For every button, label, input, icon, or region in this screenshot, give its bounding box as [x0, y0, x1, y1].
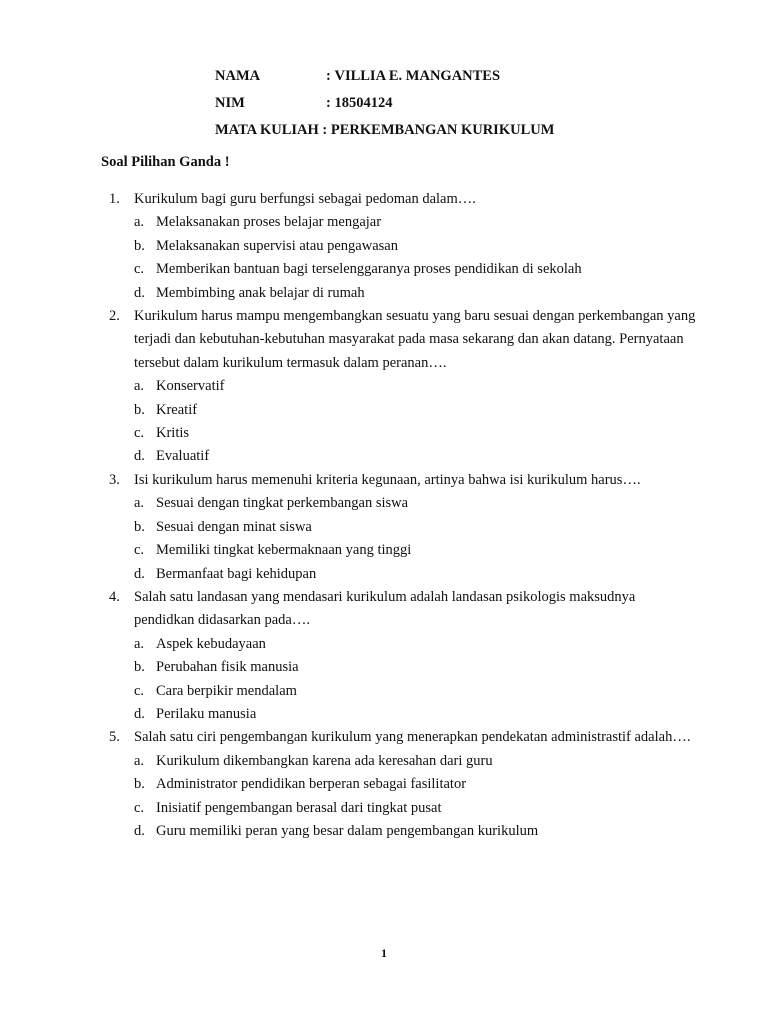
option-list — [134, 750, 699, 844]
option-letter: c. — [134, 425, 145, 442]
option-text: Perilaku manusia — [156, 705, 257, 722]
question-number: 4. — [109, 588, 120, 605]
option-letter: b. — [134, 518, 145, 535]
name-separator: : — [326, 68, 331, 84]
option-list — [134, 492, 699, 586]
answer-option — [134, 750, 699, 773]
question-text: Salah satu landasan yang mendasari kurikulum adalah landasan psikologis maksudnya pendidkan didasarkan pada…. — [134, 588, 636, 629]
option-text: Inisiatif pengembangan berasal dari tingkat pusat — [156, 799, 442, 816]
option-letter: d. — [134, 705, 145, 722]
question-number: 1. — [109, 191, 120, 207]
option-letter: a. — [134, 752, 145, 769]
option-text: Cara berpikir mendalam — [156, 682, 297, 699]
page-number: 1 — [381, 946, 387, 960]
option-letter: b. — [134, 237, 145, 254]
answer-option — [134, 211, 699, 234]
answer-option — [134, 633, 699, 656]
option-text: Melaksanakan proses belajar mengajar — [156, 214, 382, 231]
answer-option — [134, 680, 699, 703]
answer-option — [134, 797, 699, 820]
option-text: Guru memiliki peran yang besar dalam pengembangan kurikulum — [156, 822, 539, 839]
answer-option — [134, 820, 699, 843]
answer-option — [134, 563, 699, 586]
option-letter: d. — [134, 284, 145, 301]
student-info-header — [215, 66, 554, 147]
answer-option — [134, 445, 699, 468]
option-letter: a. — [134, 378, 145, 395]
option-list — [134, 211, 699, 305]
option-letter: a. — [134, 214, 145, 231]
question-item — [109, 188, 699, 305]
option-text: Kritis — [156, 425, 190, 442]
answer-option — [134, 422, 699, 445]
option-text: Memiliki tingkat kebermaknaan yang tinggi — [156, 542, 412, 559]
answer-option — [134, 375, 699, 398]
option-text: Evaluatif — [156, 448, 210, 465]
question-text: Salah satu ciri pengembangan kurikulum yang menerapkan pendekatan administrastif adalah…. — [134, 729, 691, 746]
section-title: Soal Pilihan Ganda ! — [101, 154, 230, 170]
answer-option — [134, 399, 699, 422]
option-letter: a. — [134, 635, 145, 652]
option-text: Sesuai dengan tingkat perkembangan siswa — [156, 495, 409, 512]
option-letter: b. — [134, 776, 145, 793]
nim-label: NIM — [215, 95, 245, 111]
course-row — [215, 120, 554, 147]
option-letter: d. — [134, 565, 145, 582]
answer-option — [134, 235, 699, 258]
question-item — [109, 469, 699, 586]
option-text: Kurikulum dikembangkan karena ada keresahan dari guru — [156, 752, 493, 769]
option-text: Administrator pendidikan berperan sebagai fasilitator — [156, 776, 467, 793]
answer-option — [134, 282, 699, 305]
option-list — [134, 633, 699, 727]
option-letter: d. — [134, 448, 145, 465]
nim-value: 18504124 — [334, 95, 393, 111]
option-text: Kreatif — [156, 401, 198, 418]
name-row — [215, 66, 554, 93]
name-label: NAMA — [215, 68, 261, 84]
question-number: 5. — [109, 729, 120, 746]
option-text: Konservatif — [156, 378, 225, 395]
option-list — [134, 375, 699, 469]
name-value: VILLIA E. MANGANTES — [334, 68, 501, 84]
answer-option — [134, 656, 699, 679]
option-letter: c. — [134, 799, 145, 816]
nim-row — [215, 93, 554, 120]
course-line: MATA KULIAH : PERKEMBANGAN KURIKULUM — [215, 122, 555, 138]
option-letter: d. — [134, 822, 145, 839]
option-text: Melaksanakan supervisi atau pengawasan — [156, 237, 398, 254]
option-text: Membimbing anak belajar di rumah — [156, 284, 365, 301]
nim-separator: : — [326, 95, 331, 111]
question-number: 3. — [109, 471, 120, 488]
option-letter: c. — [134, 682, 145, 699]
question-text: Isi kurikulum harus memenuhi kriteria kegunaan, artinya bahwa isi kurikulum harus…. — [134, 471, 641, 488]
question-item — [109, 305, 699, 469]
answer-option — [134, 703, 699, 726]
option-letter: b. — [134, 659, 145, 676]
answer-option — [134, 773, 699, 796]
option-letter: c. — [134, 542, 145, 559]
option-text: Aspek kebudayaan — [156, 635, 266, 652]
question-number: 2. — [109, 308, 120, 325]
answer-option — [134, 516, 699, 539]
option-text: Memberikan bantuan bagi terselenggaranya proses pendidikan di sekolah — [156, 261, 582, 278]
question-item — [109, 586, 699, 726]
answer-option — [134, 492, 699, 515]
option-letter: c. — [134, 261, 145, 278]
answer-option — [134, 539, 699, 562]
question-text: Kurikulum bagi guru berfungsi sebagai pedoman dalam…. — [134, 191, 476, 207]
question-item — [109, 726, 699, 843]
option-letter: b. — [134, 401, 145, 418]
option-letter: a. — [134, 495, 145, 512]
answer-option — [134, 258, 699, 281]
question-list — [109, 188, 699, 843]
question-text: Kurikulum harus mampu mengembangkan sesuatu yang baru sesuai dengan perkembangan yang terjadi dan kebutuhan-kebutuhan masyarakat pada masa sekarang dan akan datang. Pernyataan tersebut dalam kurikulum termasuk dalam peranan…. — [134, 308, 696, 371]
option-text: Bermanfaat bagi kehidupan — [156, 565, 317, 582]
option-text: Perubahan fisik manusia — [156, 659, 299, 676]
option-text: Sesuai dengan minat siswa — [156, 518, 312, 535]
